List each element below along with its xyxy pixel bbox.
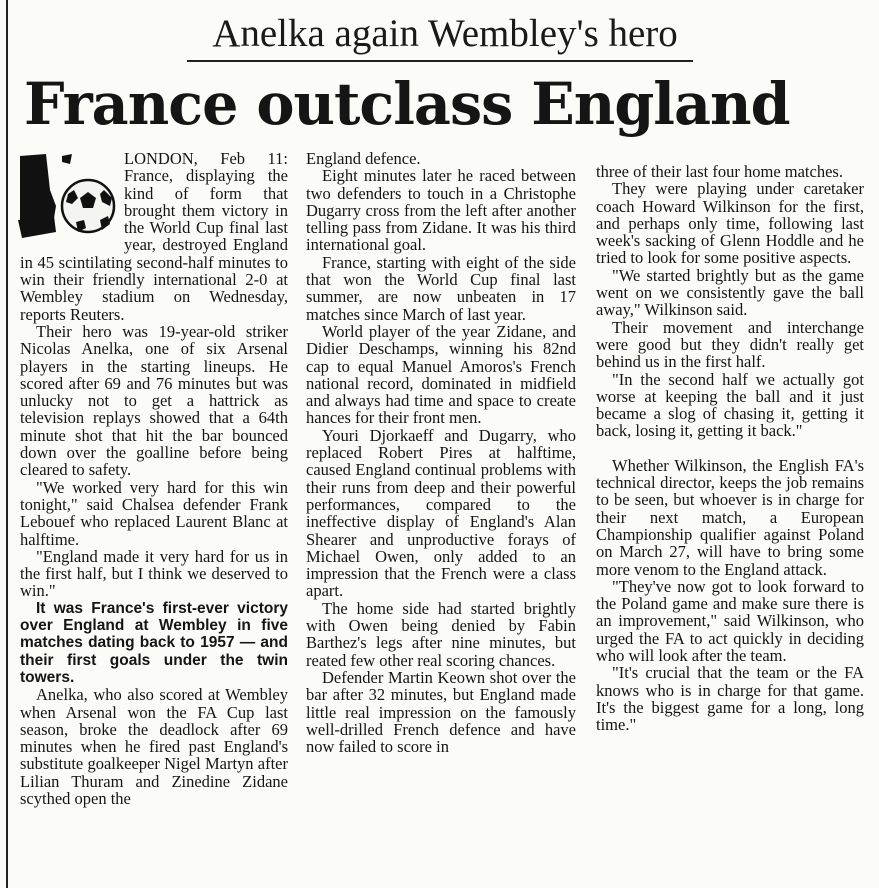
column-rule — [6, 0, 8, 888]
kicker-headline: Anelka again Wembley's hero — [212, 12, 678, 55]
article-paragraph: three of their last four home matches. — [596, 162, 843, 181]
article-paragraph: Eight minutes later he raced between two defenders to touch in a Christophe Dugarry cross from the left after another telling pass from Zidane. It was his third international goal. — [306, 166, 576, 255]
article-column-3 — [596, 163, 864, 734]
football-boot-and-ball-icon — [16, 150, 116, 242]
article-paragraph: Defender Martin Keown shot over the bar after 32 minutes, but England made little real impression on the famously well-drilled French defence and have now failed to score in — [306, 667, 576, 757]
article-paragraph: France, starting with eight of the side that won the World Cup final last summer, are now unbeaten in 17 matches since March of last year. — [306, 252, 576, 324]
article-paragraph: Anelka, who also scored at Wembley when Arsenal won the FA Cup last season, broke the deadlock after 69 minutes when he fired past England's substitute goalkeeper Nigel Martyn after Lilian Thuram and Zinedine Zidane scythed open the — [20, 685, 288, 808]
main-headline: France outclass England — [24, 70, 790, 138]
column-1-text — [20, 150, 288, 807]
article-paragraph: "In the second half we actually got worse at keeping the ball and it just became a slog of chasing it, getting it back, losing it, getting it back." — [596, 369, 864, 441]
article-column-1 — [20, 150, 288, 807]
article-paragraph: Their hero was 19-year-old striker Nicolas Anelka, one of six Arsenal players in the starting lineups. He scored after 69 and 76 minutes but was unlucky not to get a hattrick as television replays showed that a 64th minute shot that hit the bar bounced down over the goalline before being cleared to safety. — [20, 321, 288, 480]
article-paragraph: World player of the year Zidane, and Didier Deschamps, winning his 82nd cap to equal Manuel Amoros's French national record, dominated in midfield and always had time and space to create hances for their front men. — [306, 321, 576, 428]
article-paragraph: "They've now got to look forward to the Poland game and make sure there is an improvement," said Wilkinson, who urged the FA to act quickly in deciding who will look after the team. — [596, 576, 864, 666]
article-paragraph: LONDON, Feb 11: France, displaying the kind of form that brought them victory in the World Cup final last year, destroyed England in 45 scintilating second-half minutes to win their friendly international 2-0 at Wembley stadium on Wednesday, reports Reuters. — [20, 149, 288, 324]
article-paragraph: Youri Djorkaeff and Dugarry, who replaced Robert Pires at halftime, caused England continual problems with their runs from deep and their powerful performances, compared to the ineffective display of England's Alan Shearer and unproductive forays of Michael Owen, only added to an impression that the French were a class apart. — [306, 425, 576, 601]
article-paragraph: Whether Wilkinson, the English FA's technical director, keeps the job remains to be seen, but whoever is in charge for their next match, a European Championship qualifier against Poland on March 27, will have to bring some more venom to the England attack. — [596, 455, 864, 579]
column-2-text — [306, 150, 576, 755]
article-paragraph: The home side had started brightly with Owen being denied by Fabin Barthez's legs after nine minutes, but reated few other real scoring chances. — [306, 598, 576, 670]
kicker-underline — [187, 60, 693, 62]
article-paragraph: Their movement and interchange were good but they didn't really get behind us in the first half. — [596, 317, 864, 372]
column-3-text — [596, 163, 864, 734]
paragraph-gap — [596, 440, 864, 457]
article-paragraph: England defence. — [306, 149, 421, 168]
article-paragraph: It was France's first-ever victory over England at Wembley in five matches dating back to 1957 — and their first goals under the twin towers. — [20, 599, 288, 686]
article-paragraph: "It's crucial that the team or the FA knows who is in charge for that game. It's the biggest game for a long, long time." — [596, 663, 864, 735]
article-paragraph: "We worked very hard for this win tonight," said Chalsea defender Frank Lebouef who replaced Laurent Blanc at halftime. — [20, 477, 288, 549]
article-paragraph: "We started brightly but as the game went on we consistently gave the ball away," Wilkinson said. — [596, 265, 864, 320]
article-column-2 — [306, 150, 576, 755]
article-paragraph: "England made it very hard for us in the first half, but I think we deserved to win." — [20, 546, 288, 601]
article-paragraph: They were playing under caretaker coach Howard Wilkinson for the first, and perhaps only time, following last week's sacking of Glenn Hoddle and he tried to look for some positive aspects. — [596, 179, 864, 268]
